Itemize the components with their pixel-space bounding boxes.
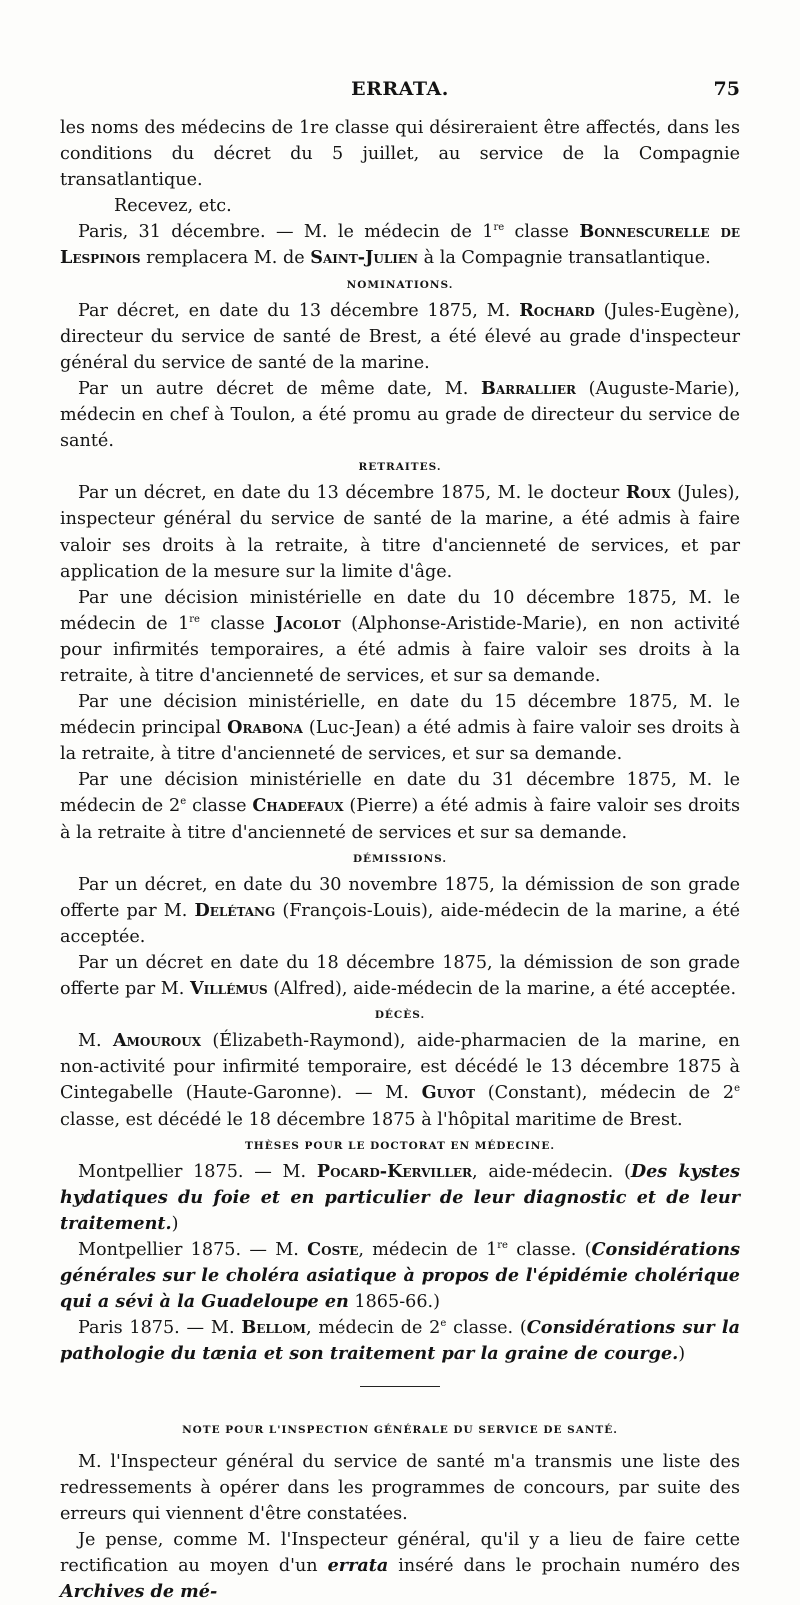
section-heading-retraites: RETRAITES.: [358, 461, 442, 474]
paragraph: Par décret, en date du 13 décembre 1875, M. Rochard (Jules-Eugène), directeur du service de santé de Brest, a été élevé au grade d'inspecteur général du service de santé de la marine.: [60, 299, 740, 373]
italic-term: errata: [327, 1554, 389, 1576]
paragraph: M. Amouroux (Élizabeth-Raymond), aide-pharmacien de la marine, en non-activité pour infirmité temporaire, est décédé le 13 décembre 1875 à Cintegabelle (Haute-Garonne). — M. Guyot (Constant), médecin de 2e classe, est décédé le 18 décembre 1875 à l'hôpital maritime de Brest.: [60, 1030, 741, 1130]
person-name: Coste: [307, 1239, 359, 1261]
paragraph: Je pense, comme M. l'Inspecteur général, qu'il y a lieu de faire cette rectification au moyen d'un errata inséré dans le prochain numéro des Archives de mé-: [60, 1529, 740, 1603]
thesis-title: Considérations générales sur le choléra asiatique à propos de l'épidémie cholérique qui a sévi à la Guadeloupe en: [60, 1239, 740, 1313]
person-name: Bonnescurelle de Lespinois: [60, 221, 741, 269]
person-name: Pocard-Kerviller: [316, 1160, 473, 1182]
paragraph: Montpellier 1875. — M. Coste, médecin de 1re classe. (Considérations générales sur le choléra asiatique à propos de l'épidémie cholérique qui a sévi à la Guadeloupe en 1865-66.): [60, 1239, 740, 1313]
running-header: [60, 78, 740, 108]
thesis-title: Des kystes hydatiques du foie et en particulier de leur diagnostic et de leur traitement.: [60, 1160, 741, 1234]
paragraph: M. l'Inspecteur général du service de santé m'a transmis une liste des redressements à opérer dans les programmes de concours, par suite des erreurs qui viennent d'être constatées.: [60, 1451, 740, 1524]
section-heading-demissions: DÉMISSIONS.: [352, 852, 448, 865]
person-name: Chadefaux: [252, 795, 344, 817]
person-name: Bellom: [241, 1317, 306, 1339]
paragraph: Par un décret en date du 18 décembre 1875, la démission de son grade offerte par M. Villémus (Alfred), aide-médecin de la marine, a été acceptée.: [60, 953, 740, 1000]
journal-title: Archives de mé-: [60, 1581, 218, 1603]
thesis-title: Considérations sur la pathologie du tænia et son traitement par la graine de courge.: [60, 1317, 740, 1365]
person-name: Jacolot: [275, 612, 341, 634]
paragraph: les noms des médecins de 1re classe qui désireraient être affectés, dans les conditions du décret du 5 juillet, au service de la Compagnie transatlantique.: [60, 118, 740, 191]
paragraph: Paris 1875. — M. Bellom, médecin de 2e classe. (Considérations sur la pathologie du tænia et son traitement par la graine de courge.): [60, 1317, 740, 1365]
paragraph: Par une décision ministérielle, en date du 15 décembre 1875, M. le médecin principal Orabona (Luc-Jean) a été admis à faire valoir ses droits à la retraite, à titre d'ancienneté de services, et sur sa demande.: [60, 692, 740, 765]
paragraph: Montpellier 1875. — M. Pocard-Kerviller, aide-médecin. (Des kystes hydatiques du foie et en particulier de leur diagnostic et de leur traitement.): [60, 1160, 741, 1234]
section-heading-note: NOTE POUR L'INSPECTION GÉNÉRALE DU SERVICE DE SANTÉ.: [182, 1423, 618, 1436]
section-heading-nominations: NOMINATIONS.: [346, 278, 454, 291]
person-name: Rochard: [519, 299, 595, 321]
section-heading-deces: DÉCÈS.: [374, 1009, 426, 1022]
paragraph: Par un autre décret de même date, M. Barrallier (Auguste-Marie), médecin en chef à Toulon, a été promu au grade de directeur du service de santé.: [60, 377, 741, 452]
person-name: Delétang: [194, 899, 276, 921]
person-name: Villémus: [189, 978, 268, 1000]
person-name: Saint-Julien: [310, 247, 419, 269]
person-name: Barrallier: [480, 377, 577, 399]
person-name: Amouroux: [112, 1030, 202, 1052]
person-name: Guyot: [421, 1082, 476, 1104]
paragraph: Recevez, etc.: [114, 196, 232, 217]
running-title: ERRATA.: [351, 78, 449, 100]
paragraph: Par une décision ministérielle en date du 10 décembre 1875, M. le médecin de 1re classe Jacolot (Alphonse-Aristide-Marie), en non activité pour infirmités temporaires, a été admis à faire valoir ses droits à la retraite, à titre d'ancienneté de services, et sur sa demande.: [60, 587, 740, 686]
page-body: [60, 115, 740, 1605]
person-name: Roux: [625, 482, 671, 504]
paragraph: Paris, 31 décembre. — M. le médecin de 1re classe Bonnescurelle de Lespinois remplacera M. de Saint-Julien à la Compagnie transatlantique.: [60, 221, 741, 269]
person-name: Orabona: [227, 717, 303, 739]
page-number: 75: [713, 78, 740, 100]
paragraph: Par une décision ministérielle en date du 31 décembre 1875, M. le médecin de 2e classe Chadefaux (Pierre) a été admis à faire valoir ses droits à la retraite à titre d'ancienneté de services et sur sa demande.: [60, 770, 741, 843]
section-heading-theses: THÈSES POUR LE DOCTORAT EN MÉDECINE.: [244, 1139, 556, 1152]
section-divider: [360, 1386, 440, 1387]
paragraph: Par un décret, en date du 30 novembre 1875, la démission de son grade offerte par M. Delétang (François-Louis), aide-médecin de la marine, a été acceptée.: [60, 874, 740, 947]
paragraph: Par un décret, en date du 13 décembre 1875, M. le docteur Roux (Jules), inspecteur général du service de santé de la marine, a été admis à faire valoir ses droits à la retraite, à titre d'ancienneté de services, et par application de la mesure sur la limite d'âge.: [60, 482, 740, 582]
